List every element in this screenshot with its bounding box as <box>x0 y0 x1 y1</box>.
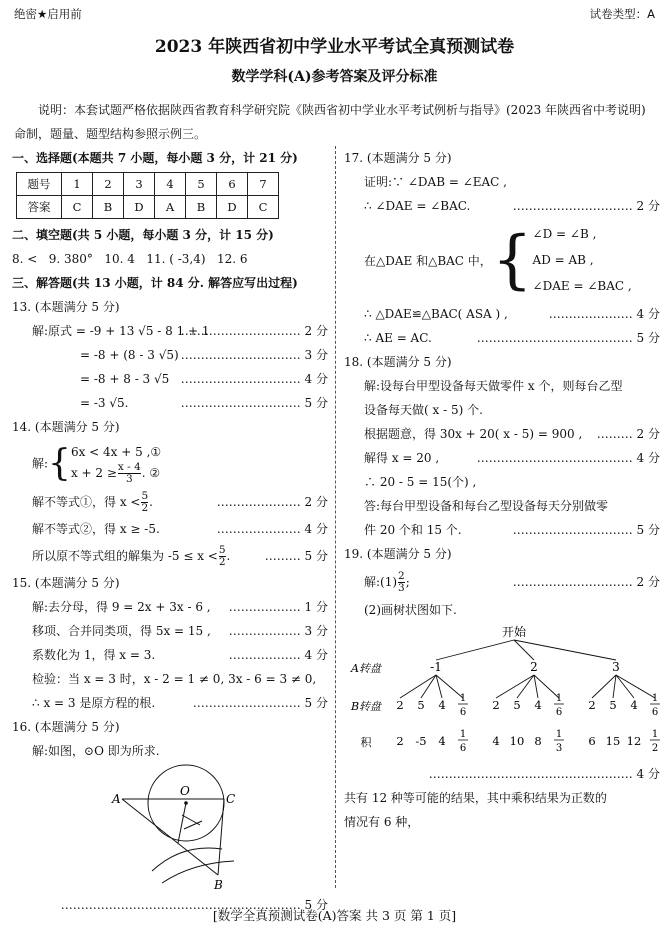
q17-cond3: ∠DAE = ∠BAC , <box>532 279 632 293</box>
q19-fraction <box>398 571 405 594</box>
q17-pre: 在△DAE 和△BAC 中， <box>364 253 492 268</box>
tree-product-value-num: 1 <box>555 729 563 740</box>
q15-score5: ……………………… 5 分 <box>192 696 328 710</box>
table-cell: C <box>248 196 279 219</box>
radius-line <box>178 803 186 843</box>
tree-edge-b <box>616 675 634 698</box>
q17-line1: 证明:∵ ∠DAB = ∠EAC , <box>364 175 507 189</box>
tree-product-value-den: 6 <box>459 743 467 754</box>
table-cell: D <box>217 196 248 219</box>
q14-eq2-left: x + 2 ≥ <box>70 466 117 480</box>
q14-eq2-fraction <box>118 462 141 485</box>
tree-b-value: 4 <box>534 698 542 712</box>
q19-l1a: 解:(1) <box>364 575 398 589</box>
q15-line2 <box>12 619 328 643</box>
section1-heading: 一、选择题(本题共 7 小题，每小题 3 分，计 21 分) <box>12 151 298 165</box>
q17-line2 <box>344 194 660 218</box>
section2-heading: 二、填空题(共 5 小题，每小题 3 分，计 15 分) <box>12 228 274 242</box>
q14-equations <box>71 442 161 485</box>
tree-product-value: 15 <box>605 734 621 748</box>
tree-edge-b <box>400 675 436 698</box>
tree-product-value-den: 2 <box>651 743 659 754</box>
q17-cond2: AD = AB , <box>532 253 594 267</box>
q18-score3: ……… 2 分 <box>596 427 660 441</box>
tree-product-value-num: 1 <box>459 729 467 740</box>
construction-arc-1 <box>152 848 222 871</box>
q14-eq2 <box>71 462 161 485</box>
left-brace-icon: { <box>491 223 533 297</box>
construction-arc-2 <box>162 861 234 883</box>
table-cell: 7 <box>248 173 279 196</box>
q17-score4: ………………… 4 分 <box>548 307 660 321</box>
q19-score2: …………………………………………… 4 分 <box>428 767 660 781</box>
q19-line2: (2)画树状图如下. <box>364 603 457 617</box>
tree-b-value: 2 <box>396 698 404 712</box>
q18-l4-text: 解得 x = 20 , <box>364 451 440 465</box>
q18-heading: 18. (本题满分 5 分) <box>344 355 452 369</box>
q15-line5 <box>12 691 328 715</box>
tree-b-value-num: 1 <box>555 693 563 704</box>
q13-line4 <box>12 391 328 415</box>
q13-l4-text: = -3 √5. <box>80 396 129 410</box>
q14-eq2-right: . ② <box>141 466 161 480</box>
q14-l3a: 所以原不等式组的解集为 -5 ≤ x < <box>32 549 218 563</box>
label-b: B <box>214 878 223 892</box>
q19-line1 <box>344 566 660 598</box>
q19-l1b: ; <box>405 575 410 589</box>
q13-line3 <box>12 367 328 391</box>
q17-l2-text: ∴ ∠DAE = ∠BAC. <box>364 199 471 213</box>
table-cell: 2 <box>93 173 124 196</box>
q17-heading: 17. (本题满分 5 分) <box>344 151 452 165</box>
q15-l5-text: ∴ x = 3 是原方程的根. <box>32 696 156 710</box>
tree-b-value: 5 <box>417 698 425 712</box>
tree-b-value: 4 <box>438 698 446 712</box>
fraction-numerator: 2 <box>398 570 405 582</box>
q15-score1: ……………… 1 分 <box>228 600 328 614</box>
label-o: O <box>180 784 190 798</box>
table-row <box>17 196 279 219</box>
q15-l1-text: 解:去分母，得 9 = 2x + 3x - 6 , <box>32 600 211 614</box>
q17-l5-text: ∴ AE = AC. <box>364 331 432 345</box>
q14-score1: ………………… 2 分 <box>216 495 328 509</box>
center-point <box>184 801 188 805</box>
left-column <box>12 146 328 917</box>
header-paper-type: 试卷类型：A <box>589 7 655 21</box>
q18-l7-text: 件 20 个和 15 个. <box>364 523 462 537</box>
page-footer: [数学全真预测试卷(A)答案 共 3 页 第 1 页] <box>212 908 457 923</box>
tree-b-value-num: 1 <box>459 693 467 704</box>
tree-edge-a <box>514 640 616 660</box>
q17-cond-list <box>533 221 632 299</box>
q15-line4: 检验：当 x = 3 时，x - 2 = 1 ≠ 0, 3x - 6 = 3 ≠ 0, <box>32 672 317 686</box>
q18-line5: ∴ 20 - 5 = 15(个) , <box>364 475 477 489</box>
fraction-denominator: 3 <box>118 473 141 485</box>
line-cb <box>218 799 224 875</box>
q19-line3: 共有 12 种等可能的结果，其中乘积结果为正数的 <box>344 791 607 805</box>
fraction-numerator: 5 <box>141 490 149 502</box>
q13-score2: ………………………… 3 分 <box>180 348 328 362</box>
q19-score1: ………………………… 2 分 <box>512 575 660 589</box>
q18-line1: 解:设每台甲型设备每天做零件 x 个，则每台乙型 <box>364 379 623 393</box>
tree-product-value: 4 <box>438 734 446 748</box>
table-cell: 3 <box>124 173 155 196</box>
q18-line3 <box>344 422 660 446</box>
q14-score2: ………………… 4 分 <box>216 522 328 536</box>
tree-product-value: 10 <box>509 734 525 748</box>
q14-line2 <box>12 517 328 541</box>
q18-score4: ………………………………… 4 分 <box>476 451 660 465</box>
q14-l3-fraction <box>219 545 226 568</box>
q13-score4: ………………………… 5 分 <box>180 396 328 410</box>
q14-l1a: 解不等式①，得 x < <box>32 495 141 509</box>
q14-line3 <box>12 541 328 571</box>
table-cell: 1 <box>62 173 93 196</box>
q17-score2: ………………………… 2 分 <box>512 199 660 213</box>
page-title: 2023 年陕西省初中学业水平考试全真预测试卷 <box>154 37 515 57</box>
tree-start-label: 开始 <box>501 625 527 639</box>
tree-product-value: 2 <box>396 734 404 748</box>
tree-b-value: 2 <box>588 698 596 712</box>
q13-score3: ………………………… 4 分 <box>180 372 328 386</box>
q14-l2-text: 解不等式②，得 x ≥ -5. <box>32 522 160 536</box>
tree-edge-b <box>613 675 616 698</box>
fraction-denominator: 2 <box>141 502 149 514</box>
tree-product-value: -5 <box>415 734 427 748</box>
tree-b-value-den: 6 <box>555 707 563 718</box>
q18-line6: 答:每台甲型设备和每台乙型设备每天分别做零 <box>364 499 609 513</box>
label-c: C <box>226 792 236 806</box>
q18-l3-text: 根据题意，得 30x + 20( x - 5) = 900 , <box>364 427 583 441</box>
tree-b-value: 5 <box>513 698 521 712</box>
q15-score3: ……………… 4 分 <box>228 648 328 662</box>
fraction-denominator: 2 <box>218 556 226 568</box>
tree-edge-b <box>421 675 436 698</box>
q16-figure <box>12 763 328 893</box>
q17-cond1: ∠D = ∠B , <box>532 227 597 241</box>
tree-b-value-den: 6 <box>651 707 659 718</box>
tree-product-value: 8 <box>534 734 542 748</box>
tree-b-value-den: 6 <box>459 707 467 718</box>
table-cell: C <box>62 196 93 219</box>
tree-a-row-label: A转盘 <box>351 662 381 675</box>
q13-l2-text: = -8 + (8 - 3 √5) <box>80 348 179 362</box>
row-head-number: 题号 <box>17 173 62 196</box>
q17-score5: ………………………………… 5 分 <box>476 331 660 345</box>
right-column <box>344 146 660 834</box>
table-cell: B <box>186 196 217 219</box>
table-row <box>17 173 279 196</box>
q14-heading: 14. (本题满分 5 分) <box>12 420 120 434</box>
construction-marks <box>182 815 202 829</box>
q13-l3-text: = -8 + 8 - 3 √5 <box>80 372 170 386</box>
q15-score2: ……………… 3 分 <box>228 624 328 638</box>
instructions-note: 说明：本套试题严格依据陕西省教育科学研究院《陕西省初中学业水平考试例析与指导》(2023 年陕西省中考说明)命制，题量、题型结构参照示例三。 <box>14 103 646 141</box>
q18-line7 <box>344 518 660 542</box>
table-cell: A <box>155 196 186 219</box>
tree-a-value: 3 <box>612 660 620 674</box>
left-brace-icon: { <box>48 442 71 484</box>
q14-l3b: . <box>226 549 231 563</box>
q13-l1-text: 解:原式 = -9 + 13 √5 - 8 1 + 1 <box>32 324 210 338</box>
fill-in-answers: 8. < 9. 380° 10. 4 11. ( -3,4) 12. 6 <box>12 252 248 266</box>
tree-product-value-num: 1 <box>651 729 659 740</box>
fraction-numerator: x - 4 <box>117 461 141 473</box>
q17-line5 <box>344 326 660 350</box>
q19-score2-line <box>344 762 660 786</box>
tree-product-row-label: 积 <box>360 736 372 749</box>
q13-line2 <box>12 343 328 367</box>
q18-line2: 设备每天做( x - 5) 个. <box>364 403 483 417</box>
q13-score1: ………………………… 2 分 <box>180 324 328 338</box>
q14-l1b: . <box>149 495 153 509</box>
tree-edge-b <box>592 675 616 698</box>
tree-a-value: -1 <box>430 660 442 674</box>
q15-l3-text: 系数化为 1，得 x = 3. <box>32 648 156 662</box>
table-cell: 5 <box>186 173 217 196</box>
q14-l1-fraction <box>141 491 148 514</box>
tree-product-value: 4 <box>492 734 500 748</box>
q18-line4 <box>344 446 660 470</box>
q17-conditions <box>344 218 660 302</box>
table-cell: D <box>124 196 155 219</box>
q15-l2-text: 移项、合并同类项，得 5x = 15 , <box>32 624 211 638</box>
header-confidential: 绝密★启用前 <box>14 7 82 21</box>
tree-b-value: 4 <box>630 698 638 712</box>
q19-heading: 19. (本题满分 5 分) <box>344 547 452 561</box>
row-head-answer: 答案 <box>17 196 62 219</box>
column-divider <box>335 146 336 888</box>
tree-edge-a <box>436 640 514 660</box>
tree-edge-b <box>496 675 534 698</box>
q19-line4: 情况有 6 种， <box>344 815 420 829</box>
q17-l4-text: ∴ △DAE≌△BAC( ASA ) , <box>364 307 508 321</box>
q14-jie: 解: <box>32 456 49 471</box>
table-cell: 6 <box>217 173 248 196</box>
tree-b-value: 5 <box>609 698 617 712</box>
q13-heading: 13. (本题满分 5 分) <box>12 300 120 314</box>
section3-heading: 三、解答题(共 13 小题，计 84 分. 解答应写出过程) <box>12 276 298 290</box>
choice-answer-table <box>16 172 279 219</box>
table-cell: 4 <box>155 173 186 196</box>
q13-line1 <box>12 319 328 343</box>
tree-svg <box>344 622 660 762</box>
q14-eq1: 6x < 4x + 5 ,① <box>70 445 162 459</box>
page-subtitle: 数学学科(A)参考答案及评分标准 <box>231 69 438 85</box>
q17-line4 <box>344 302 660 326</box>
tree-b-value: 2 <box>492 698 500 712</box>
tree-b-value-num: 1 <box>651 693 659 704</box>
q14-system <box>12 439 328 487</box>
q18-score7: ………………………… 5 分 <box>512 523 660 537</box>
q16-heading: 16. (本题满分 5 分) <box>12 720 120 734</box>
q16-score-text: …………………………………………………… 5 分 <box>60 898 328 912</box>
label-a: A <box>112 792 121 806</box>
tree-a-value: 2 <box>530 660 538 674</box>
tree-b-row-label: B转盘 <box>350 700 382 713</box>
fraction-denominator: 3 <box>398 582 405 594</box>
q14-line1 <box>12 487 328 517</box>
tree-edge-b <box>517 675 534 698</box>
tree-diagram <box>344 622 660 762</box>
tree-edge-b <box>616 675 655 698</box>
tree-product-value: 6 <box>588 734 596 748</box>
tree-edge-b <box>436 675 442 698</box>
tree-product-value-den: 3 <box>555 743 563 754</box>
tree-product-value: 12 <box>626 734 642 748</box>
construction-figure <box>12 763 328 893</box>
q16-line1: 解:如图，⊙O 即为所求. <box>32 744 160 758</box>
q14-score3: ……… 5 分 <box>264 549 328 563</box>
fraction-numerator: 5 <box>218 544 226 556</box>
q15-line3 <box>12 643 328 667</box>
table-cell: B <box>93 196 124 219</box>
q15-heading: 15. (本题满分 5 分) <box>12 576 120 590</box>
q15-line1 <box>12 595 328 619</box>
